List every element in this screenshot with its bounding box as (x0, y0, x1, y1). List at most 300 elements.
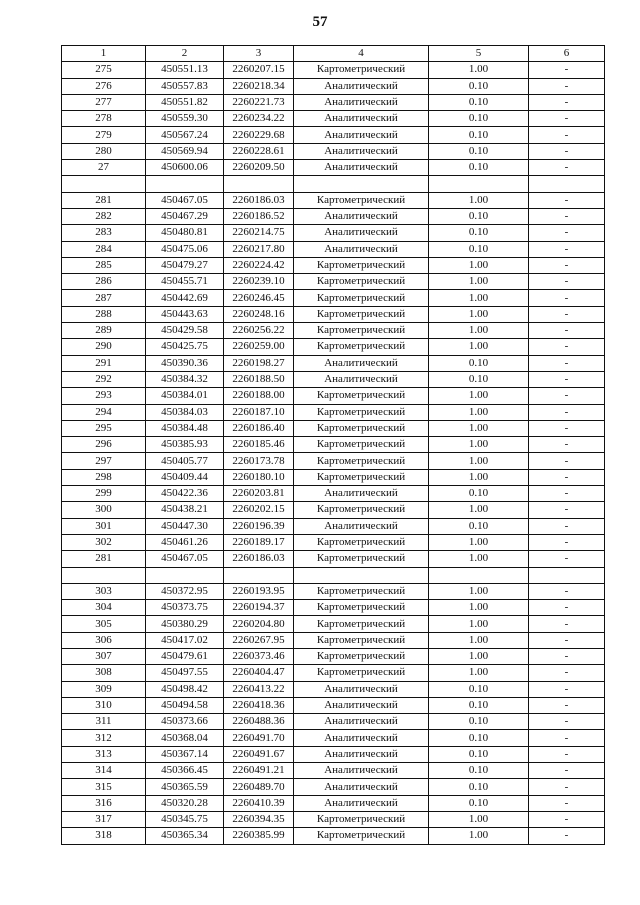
cell-point-number: 287 (62, 290, 146, 306)
cell-y-coordinate: 2260246.45 (224, 290, 294, 306)
table-row (62, 111, 605, 127)
cell-x-coordinate: 450373.66 (146, 714, 224, 730)
cell-method: Картометрический (294, 551, 429, 567)
cell-y-coordinate: 2260189.17 (224, 534, 294, 550)
cell-x-coordinate: 450559.30 (146, 111, 224, 127)
cell-method: Аналитический (294, 127, 429, 143)
cell-note: - (529, 420, 605, 436)
cell-y-coordinate: 2260239.10 (224, 274, 294, 290)
cell-y-coordinate: 2260218.34 (224, 78, 294, 94)
cell-point-number: 302 (62, 534, 146, 550)
cell-point-number (62, 176, 146, 192)
cell-method: Картометрический (294, 648, 429, 664)
cell-x-coordinate: 450467.05 (146, 192, 224, 208)
cell-method (294, 567, 429, 583)
cell-point-number: 294 (62, 404, 146, 420)
table-row (62, 176, 605, 192)
cell-point-number: 285 (62, 257, 146, 273)
cell-note: - (529, 534, 605, 550)
cell-accuracy: 1.00 (429, 534, 529, 550)
cell-point-number: 311 (62, 714, 146, 730)
cell-note: - (529, 746, 605, 762)
cell-note: - (529, 404, 605, 420)
cell-x-coordinate: 450365.59 (146, 779, 224, 795)
cell-note: - (529, 616, 605, 632)
table-row (62, 534, 605, 550)
cell-x-coordinate: 450479.27 (146, 257, 224, 273)
cell-y-coordinate: 2260373.46 (224, 648, 294, 664)
cell-accuracy: 1.00 (429, 648, 529, 664)
cell-note: - (529, 779, 605, 795)
cell-method: Картометрический (294, 534, 429, 550)
cell-point-number: 292 (62, 371, 146, 387)
cell-method: Аналитический (294, 518, 429, 534)
cell-y-coordinate: 2260173.78 (224, 453, 294, 469)
cell-accuracy: 0.10 (429, 746, 529, 762)
cell-point-number: 296 (62, 437, 146, 453)
coordinates-table (61, 45, 605, 845)
cell-accuracy: 1.00 (429, 828, 529, 844)
table-row (62, 241, 605, 257)
cell-note: - (529, 290, 605, 306)
cell-note: - (529, 730, 605, 746)
cell-x-coordinate: 450442.69 (146, 290, 224, 306)
cell-method: Аналитический (294, 681, 429, 697)
cell-y-coordinate: 2260194.37 (224, 600, 294, 616)
cell-y-coordinate: 2260204.80 (224, 616, 294, 632)
table-row (62, 453, 605, 469)
cell-accuracy: 1.00 (429, 62, 529, 78)
cell-accuracy: 0.10 (429, 355, 529, 371)
cell-x-coordinate: 450367.14 (146, 746, 224, 762)
cell-point-number (62, 567, 146, 583)
cell-point-number: 313 (62, 746, 146, 762)
table-row (62, 779, 605, 795)
table-row (62, 746, 605, 762)
cell-note: - (529, 600, 605, 616)
cell-x-coordinate: 450373.75 (146, 600, 224, 616)
cell-x-coordinate: 450425.75 (146, 339, 224, 355)
cell-x-coordinate: 450557.83 (146, 78, 224, 94)
cell-y-coordinate: 2260207.15 (224, 62, 294, 78)
cell-method: Картометрический (294, 453, 429, 469)
cell-point-number: 291 (62, 355, 146, 371)
cell-note: - (529, 257, 605, 273)
table-row (62, 648, 605, 664)
cell-accuracy: 1.00 (429, 388, 529, 404)
cell-y-coordinate: 2260491.21 (224, 763, 294, 779)
cell-accuracy: 1.00 (429, 469, 529, 485)
cell-note: - (529, 62, 605, 78)
cell-y-coordinate: 2260180.10 (224, 469, 294, 485)
cell-x-coordinate (146, 567, 224, 583)
cell-accuracy: 0.10 (429, 681, 529, 697)
cell-y-coordinate: 2260214.75 (224, 225, 294, 241)
cell-note: - (529, 274, 605, 290)
cell-note: - (529, 127, 605, 143)
cell-method: Картометрический (294, 600, 429, 616)
cell-point-number: 281 (62, 192, 146, 208)
cell-x-coordinate: 450600.06 (146, 160, 224, 176)
cell-point-number: 281 (62, 551, 146, 567)
cell-point-number: 279 (62, 127, 146, 143)
cell-accuracy: 0.10 (429, 241, 529, 257)
table-row (62, 274, 605, 290)
table-row (62, 551, 605, 567)
cell-point-number: 280 (62, 143, 146, 159)
cell-point-number: 316 (62, 795, 146, 811)
cell-x-coordinate: 450443.63 (146, 306, 224, 322)
cell-point-number: 290 (62, 339, 146, 355)
cell-accuracy (429, 567, 529, 583)
cell-method: Аналитический (294, 241, 429, 257)
cell-note: - (529, 355, 605, 371)
cell-method: Аналитический (294, 714, 429, 730)
table-row (62, 616, 605, 632)
cell-note: - (529, 111, 605, 127)
cell-method: Аналитический (294, 143, 429, 159)
cell-y-coordinate: 2260221.73 (224, 94, 294, 110)
table-row (62, 811, 605, 827)
cell-accuracy: 1.00 (429, 811, 529, 827)
table-row (62, 208, 605, 224)
cell-point-number: 289 (62, 323, 146, 339)
cell-y-coordinate: 2260488.36 (224, 714, 294, 730)
cell-note: - (529, 795, 605, 811)
cell-y-coordinate: 2260248.16 (224, 306, 294, 322)
cell-accuracy: 0.10 (429, 730, 529, 746)
cell-method: Аналитический (294, 160, 429, 176)
cell-point-number: 27 (62, 160, 146, 176)
cell-x-coordinate: 450366.45 (146, 763, 224, 779)
table-row (62, 681, 605, 697)
cell-note: - (529, 665, 605, 681)
cell-accuracy: 0.10 (429, 208, 529, 224)
cell-note: - (529, 828, 605, 844)
cell-method: Аналитический (294, 779, 429, 795)
cell-y-coordinate: 2260229.68 (224, 127, 294, 143)
cell-method: Картометрический (294, 323, 429, 339)
cell-point-number: 304 (62, 600, 146, 616)
cell-y-coordinate: 2260217.80 (224, 241, 294, 257)
table-row (62, 339, 605, 355)
cell-note: - (529, 697, 605, 713)
table-row (62, 600, 605, 616)
cell-x-coordinate: 450475.06 (146, 241, 224, 257)
cell-x-coordinate: 450480.81 (146, 225, 224, 241)
header-cell-2: 2 (146, 46, 224, 62)
cell-x-coordinate: 450467.05 (146, 551, 224, 567)
table-row (62, 469, 605, 485)
cell-x-coordinate: 450385.93 (146, 437, 224, 453)
cell-method: Картометрический (294, 828, 429, 844)
cell-y-coordinate: 2260188.50 (224, 371, 294, 387)
cell-y-coordinate: 2260404.47 (224, 665, 294, 681)
cell-x-coordinate: 450422.36 (146, 486, 224, 502)
cell-x-coordinate: 450429.58 (146, 323, 224, 339)
cell-point-number: 288 (62, 306, 146, 322)
cell-method: Картометрический (294, 420, 429, 436)
cell-accuracy: 1.00 (429, 192, 529, 208)
table-row (62, 795, 605, 811)
cell-note: - (529, 94, 605, 110)
cell-point-number: 307 (62, 648, 146, 664)
table-row (62, 697, 605, 713)
cell-method: Картометрический (294, 616, 429, 632)
cell-x-coordinate: 450409.44 (146, 469, 224, 485)
table-row (62, 160, 605, 176)
cell-accuracy: 0.10 (429, 94, 529, 110)
table-row (62, 290, 605, 306)
header-row (62, 46, 605, 62)
cell-note: - (529, 486, 605, 502)
cell-note: - (529, 339, 605, 355)
cell-method: Картометрический (294, 192, 429, 208)
cell-y-coordinate: 2260224.42 (224, 257, 294, 273)
cell-note: - (529, 714, 605, 730)
cell-y-coordinate: 2260385.99 (224, 828, 294, 844)
cell-accuracy: 0.10 (429, 795, 529, 811)
cell-point-number: 293 (62, 388, 146, 404)
table-row (62, 567, 605, 583)
cell-accuracy: 1.00 (429, 616, 529, 632)
table-row (62, 371, 605, 387)
header-cell-3: 3 (224, 46, 294, 62)
cell-y-coordinate: 2260202.15 (224, 502, 294, 518)
cell-accuracy: 1.00 (429, 306, 529, 322)
cell-note: - (529, 632, 605, 648)
cell-x-coordinate: 450438.21 (146, 502, 224, 518)
table-row (62, 486, 605, 502)
cell-y-coordinate: 2260228.61 (224, 143, 294, 159)
cell-note: - (529, 763, 605, 779)
table-row (62, 225, 605, 241)
cell-method: Картометрический (294, 404, 429, 420)
cell-method: Аналитический (294, 225, 429, 241)
cell-note: - (529, 323, 605, 339)
cell-x-coordinate: 450494.58 (146, 697, 224, 713)
cell-note: - (529, 453, 605, 469)
cell-accuracy: 0.10 (429, 160, 529, 176)
cell-method: Аналитический (294, 795, 429, 811)
cell-y-coordinate: 2260203.81 (224, 486, 294, 502)
cell-accuracy: 0.10 (429, 763, 529, 779)
cell-x-coordinate: 450320.28 (146, 795, 224, 811)
cell-note: - (529, 371, 605, 387)
cell-point-number: 295 (62, 420, 146, 436)
cell-x-coordinate: 450372.95 (146, 583, 224, 599)
cell-method: Аналитический (294, 730, 429, 746)
cell-accuracy: 1.00 (429, 290, 529, 306)
cell-note: - (529, 208, 605, 224)
cell-point-number: 317 (62, 811, 146, 827)
table-row (62, 420, 605, 436)
cell-note: - (529, 241, 605, 257)
cell-y-coordinate: 2260489.70 (224, 779, 294, 795)
table-row (62, 502, 605, 518)
cell-point-number: 305 (62, 616, 146, 632)
cell-point-number: 301 (62, 518, 146, 534)
table-row (62, 306, 605, 322)
cell-accuracy: 1.00 (429, 665, 529, 681)
cell-accuracy (429, 176, 529, 192)
cell-x-coordinate: 450390.36 (146, 355, 224, 371)
cell-accuracy: 0.10 (429, 111, 529, 127)
table-row (62, 62, 605, 78)
cell-x-coordinate: 450384.01 (146, 388, 224, 404)
cell-method: Картометрический (294, 502, 429, 518)
cell-x-coordinate: 450461.26 (146, 534, 224, 550)
cell-method: Аналитический (294, 697, 429, 713)
cell-method: Аналитический (294, 78, 429, 94)
cell-method: Картометрический (294, 583, 429, 599)
table-header (62, 46, 605, 62)
table-row (62, 127, 605, 143)
cell-x-coordinate: 450479.61 (146, 648, 224, 664)
cell-x-coordinate: 450384.48 (146, 420, 224, 436)
header-cell-4: 4 (294, 46, 429, 62)
table-row (62, 763, 605, 779)
table-row (62, 388, 605, 404)
cell-method: Аналитический (294, 763, 429, 779)
cell-point-number: 310 (62, 697, 146, 713)
cell-method: Картометрический (294, 339, 429, 355)
cell-accuracy: 0.10 (429, 78, 529, 94)
cell-y-coordinate: 2260234.22 (224, 111, 294, 127)
cell-note: - (529, 306, 605, 322)
cell-method: Аналитический (294, 94, 429, 110)
cell-accuracy: 1.00 (429, 323, 529, 339)
cell-x-coordinate: 450405.77 (146, 453, 224, 469)
cell-accuracy: 0.10 (429, 225, 529, 241)
cell-method: Аналитический (294, 355, 429, 371)
cell-x-coordinate: 450498.42 (146, 681, 224, 697)
table-body (62, 62, 605, 844)
table-row (62, 143, 605, 159)
header-cell-5: 5 (429, 46, 529, 62)
table-row (62, 583, 605, 599)
cell-point-number: 312 (62, 730, 146, 746)
cell-method: Картометрический (294, 62, 429, 78)
cell-method: Картометрический (294, 811, 429, 827)
cell-accuracy: 1.00 (429, 453, 529, 469)
table-row (62, 632, 605, 648)
cell-accuracy: 1.00 (429, 583, 529, 599)
cell-method: Картометрический (294, 437, 429, 453)
cell-accuracy: 0.10 (429, 127, 529, 143)
cell-note: - (529, 78, 605, 94)
table-row (62, 714, 605, 730)
table-row (62, 404, 605, 420)
cell-note: - (529, 648, 605, 664)
cell-accuracy: 0.10 (429, 486, 529, 502)
cell-point-number: 282 (62, 208, 146, 224)
cell-method: Картометрический (294, 388, 429, 404)
cell-accuracy: 1.00 (429, 600, 529, 616)
cell-note: - (529, 225, 605, 241)
cell-point-number: 276 (62, 78, 146, 94)
table-row (62, 437, 605, 453)
cell-y-coordinate: 2260186.40 (224, 420, 294, 436)
cell-method: Аналитический (294, 371, 429, 387)
cell-x-coordinate (146, 176, 224, 192)
cell-method: Картометрический (294, 665, 429, 681)
cell-y-coordinate: 2260413.22 (224, 681, 294, 697)
cell-x-coordinate: 450365.34 (146, 828, 224, 844)
cell-note: - (529, 192, 605, 208)
cell-x-coordinate: 450455.71 (146, 274, 224, 290)
cell-point-number: 306 (62, 632, 146, 648)
cell-point-number: 309 (62, 681, 146, 697)
cell-x-coordinate: 450567.24 (146, 127, 224, 143)
cell-y-coordinate: 2260267.95 (224, 632, 294, 648)
cell-x-coordinate: 450497.55 (146, 665, 224, 681)
cell-accuracy: 1.00 (429, 404, 529, 420)
table-row (62, 355, 605, 371)
cell-x-coordinate: 450368.04 (146, 730, 224, 746)
cell-point-number: 318 (62, 828, 146, 844)
cell-note: - (529, 437, 605, 453)
table-row (62, 665, 605, 681)
cell-point-number: 308 (62, 665, 146, 681)
cell-y-coordinate (224, 567, 294, 583)
cell-note: - (529, 143, 605, 159)
cell-method: Картометрический (294, 257, 429, 273)
cell-accuracy: 1.00 (429, 274, 529, 290)
table-row (62, 828, 605, 844)
table-row (62, 78, 605, 94)
cell-y-coordinate: 2260198.27 (224, 355, 294, 371)
cell-point-number: 300 (62, 502, 146, 518)
cell-accuracy: 1.00 (429, 339, 529, 355)
cell-accuracy: 1.00 (429, 551, 529, 567)
cell-point-number: 299 (62, 486, 146, 502)
cell-x-coordinate: 450447.30 (146, 518, 224, 534)
cell-point-number: 277 (62, 94, 146, 110)
cell-y-coordinate: 2260410.39 (224, 795, 294, 811)
table-row (62, 94, 605, 110)
cell-x-coordinate: 450551.13 (146, 62, 224, 78)
cell-point-number: 275 (62, 62, 146, 78)
cell-x-coordinate: 450345.75 (146, 811, 224, 827)
cell-y-coordinate: 2260186.03 (224, 192, 294, 208)
cell-method: Картометрический (294, 306, 429, 322)
cell-y-coordinate: 2260491.70 (224, 730, 294, 746)
cell-accuracy: 0.10 (429, 518, 529, 534)
cell-method: Картометрический (294, 290, 429, 306)
table-row (62, 257, 605, 273)
cell-point-number: 315 (62, 779, 146, 795)
cell-y-coordinate: 2260186.52 (224, 208, 294, 224)
cell-x-coordinate: 450467.29 (146, 208, 224, 224)
cell-x-coordinate: 450384.03 (146, 404, 224, 420)
cell-method: Картометрический (294, 632, 429, 648)
cell-note: - (529, 811, 605, 827)
cell-y-coordinate: 2260193.95 (224, 583, 294, 599)
cell-y-coordinate: 2260256.22 (224, 323, 294, 339)
cell-accuracy: 0.10 (429, 779, 529, 795)
cell-accuracy: 1.00 (429, 420, 529, 436)
cell-method: Аналитический (294, 746, 429, 762)
cell-note: - (529, 583, 605, 599)
cell-x-coordinate: 450380.29 (146, 616, 224, 632)
cell-note (529, 567, 605, 583)
cell-y-coordinate: 2260209.50 (224, 160, 294, 176)
cell-accuracy: 0.10 (429, 371, 529, 387)
cell-note: - (529, 551, 605, 567)
cell-y-coordinate: 2260187.10 (224, 404, 294, 420)
cell-x-coordinate: 450417.02 (146, 632, 224, 648)
